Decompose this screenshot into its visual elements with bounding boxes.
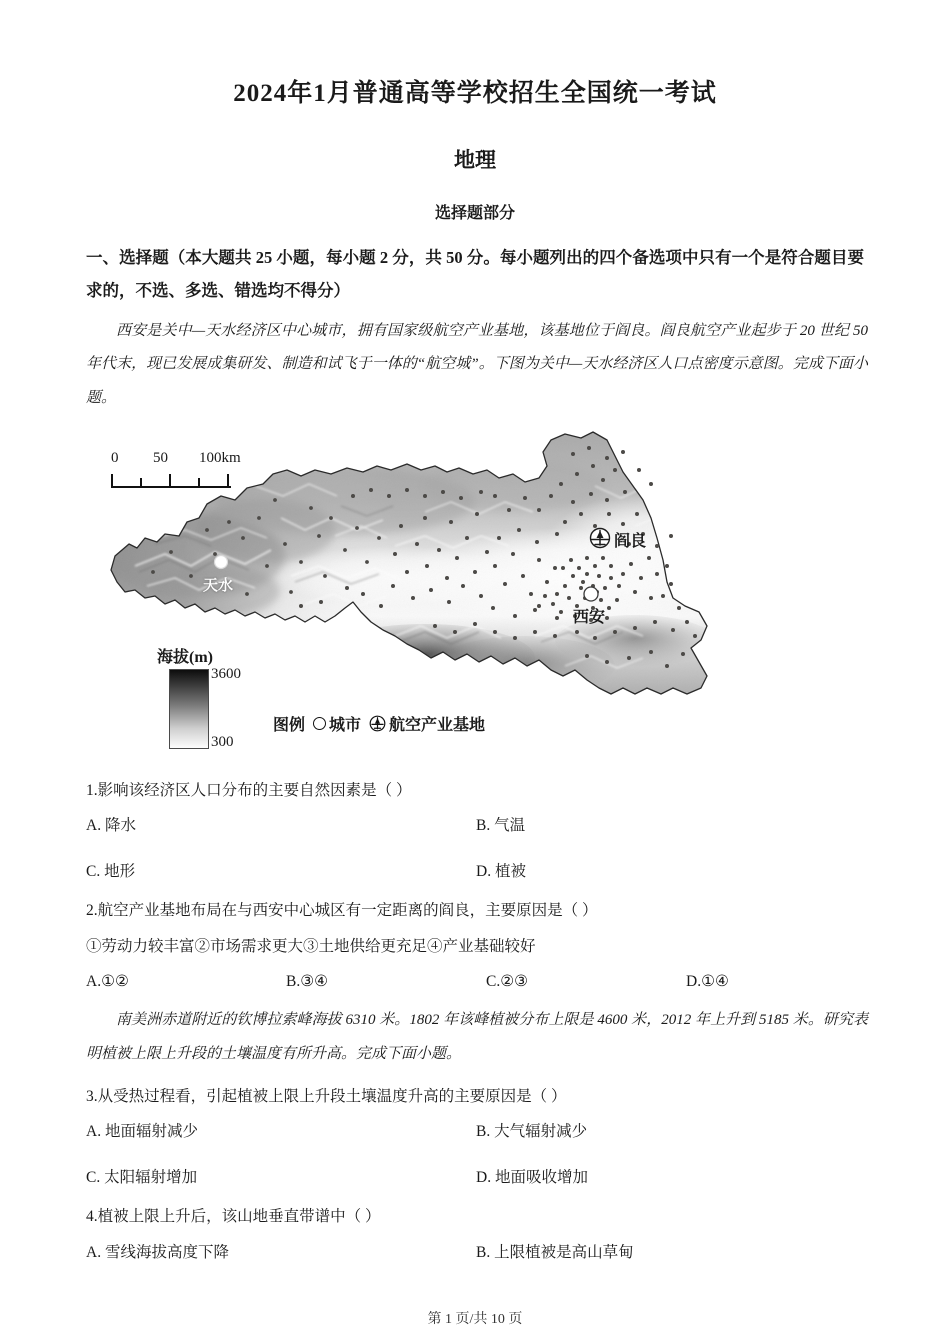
passage-1: 西安是关中—天水经济区中心城市，拥有国家级航空产业基地，该基地位于阎良。阎良航空产业起步于 20 世纪 50 年代末，现已发展成集研发、制造和试飞于一体的“航空城”。下图为关中—天水经济区人口点密度示意图。完成下面小题。 <box>86 322 868 407</box>
q1-option-d[interactable]: D. 植被 <box>476 862 526 880</box>
map-label-xian: 西安 <box>573 608 606 626</box>
q2-option-b[interactable]: B.③④ <box>286 973 329 991</box>
question-2-stem: 2.航空产业基地布局在与西安中心城区有一定距离的阎良，主要原因是（ ） <box>86 902 598 920</box>
city-circle-icon <box>313 717 326 730</box>
scale-tick-100: 100km <box>199 449 241 466</box>
elevation-legend-title: 海拔(m) <box>157 648 213 666</box>
aviation-base-icon-yanliang <box>591 528 610 547</box>
elevation-max-label: 3600 <box>211 665 241 682</box>
question-2-options <box>0 961 950 996</box>
question-1-stem: 1.影响该经济区人口分布的主要自然因素是（ ） <box>86 781 412 799</box>
figure-population-density-map <box>0 426 950 766</box>
q3-option-c[interactable]: C. 太阳辐射增加 <box>86 1168 198 1186</box>
question-3-stem: 3.从受热过程看，引起植被上限上升段土壤温度升高的主要原因是（ ） <box>86 1087 567 1105</box>
city-marker-tianshui <box>215 555 228 568</box>
scale-ruler <box>111 472 231 488</box>
q2-option-d[interactable]: D.①④ <box>686 973 729 991</box>
map-label-yanliang: 阎良 <box>614 532 647 550</box>
q2-option-a[interactable]: A.①② <box>86 973 129 991</box>
page-title: 2024年1月普通高等学校招生全国统一考试 <box>233 80 717 107</box>
map-label-tianshui: 天水 <box>203 577 234 594</box>
q1-option-a[interactable]: A. 降水 <box>86 817 136 835</box>
legend-item-city <box>313 712 361 735</box>
section-title: 选择题部分 <box>434 204 515 222</box>
q3-option-b[interactable]: B. 大气辐射减少 <box>476 1123 588 1141</box>
legend-aviation-label: 航空产业基地 <box>389 716 486 734</box>
q4-option-b[interactable]: B. 上限植被是高山草甸 <box>476 1243 634 1261</box>
subject-title: 地理 <box>454 147 496 172</box>
q3-option-d[interactable]: D. 地面吸收增加 <box>476 1168 588 1186</box>
map-legend <box>273 712 485 735</box>
q1-option-b[interactable]: B. 气温 <box>476 817 526 835</box>
q3-option-a[interactable]: A. 地面辐射减少 <box>86 1123 198 1141</box>
question-3-options <box>0 1111 950 1192</box>
q2-option-c[interactable]: C.②③ <box>486 973 529 991</box>
question-1-options <box>0 805 950 886</box>
elevation-gradient-bar <box>169 669 209 749</box>
question-2-statements: ①劳动力较丰富②市场需求更大③土地供给更充足④产业基础较好 <box>86 937 536 955</box>
legend-city-label: 城市 <box>329 716 362 734</box>
city-marker-xian <box>584 587 598 601</box>
scale-tick-0: 0 <box>111 449 119 466</box>
map-scale-bar <box>111 450 261 488</box>
q4-option-a[interactable]: A. 雪线海拔高度下降 <box>86 1243 229 1261</box>
page-footer: 第 1 页/共 10 页 <box>427 1312 523 1327</box>
elevation-legend <box>157 644 277 750</box>
question-4-stem: 4.植被上限上升后，该山地垂直带谱中（ ） <box>86 1208 381 1226</box>
section-instruction: 一、选择题（本大题共 25 小题，每小题 2 分，共 50 分。每小题列出的四个备选项中只有一个是符合题目要求的，不选、多选、错选均不得分） <box>86 247 864 300</box>
legend-item-aviation-base <box>369 712 485 735</box>
legend-title: 图例 <box>273 716 306 734</box>
passage-2: 南美洲赤道附近的钦博拉索峰海拔 6310 米。1802 年该峰植被分布上限是 4600 米，2012 年上升到 5185 米。研究表明植被上限上升段的土壤温度有所升高。完成下面小题。 <box>86 1012 868 1063</box>
elevation-min-label: 300 <box>211 733 234 750</box>
aviation-base-icon <box>369 715 386 732</box>
scale-tick-50: 50 <box>153 449 168 466</box>
q1-option-c[interactable]: C. 地形 <box>86 862 136 880</box>
question-4-options <box>0 1232 950 1267</box>
